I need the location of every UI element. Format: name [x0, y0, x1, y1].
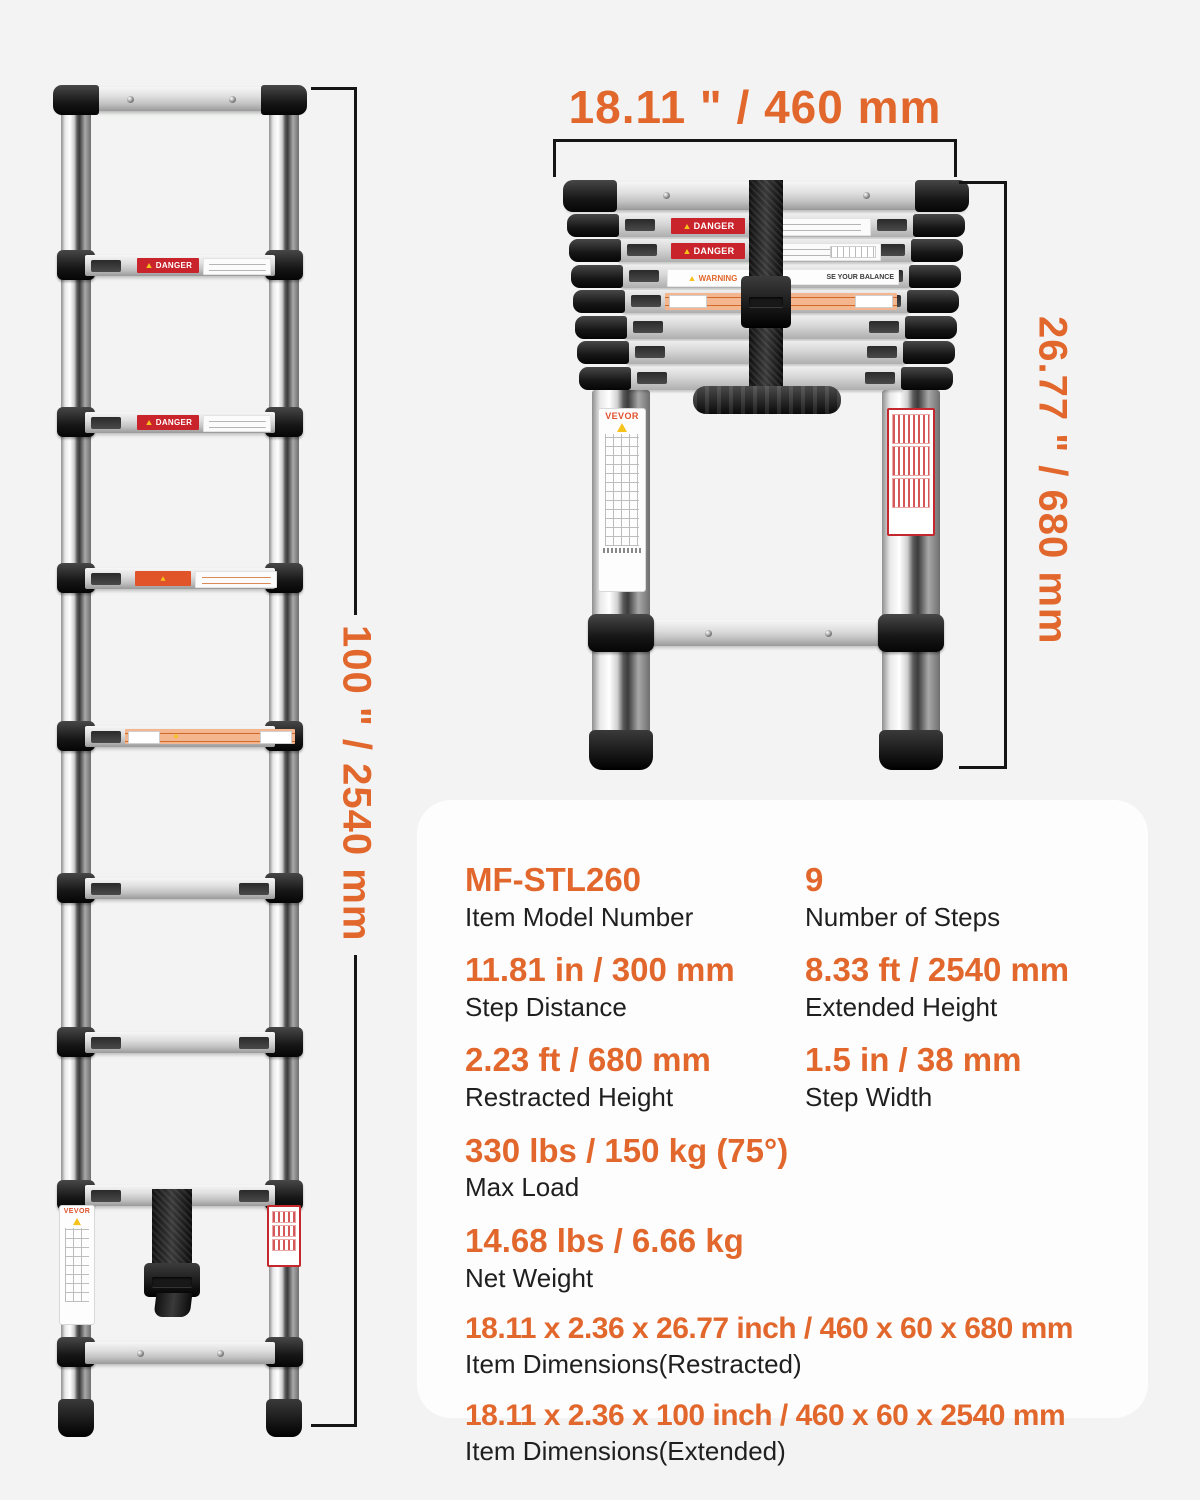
danger-text: DANGER	[155, 261, 193, 270]
ladder-rung	[85, 878, 275, 899]
latch-button	[869, 321, 899, 333]
ladder-rung	[85, 726, 275, 747]
dimension-line	[1004, 181, 1007, 769]
end-cap	[913, 214, 965, 237]
warning-text: WARNING	[698, 273, 738, 283]
danger-sticker	[671, 218, 745, 234]
pictogram-box	[260, 731, 292, 744]
ladder-rung	[85, 255, 275, 276]
spec-value: 18.11 x 2.36 x 26.77 inch / 460 x 60 x 680 mm	[465, 1312, 1073, 1346]
dimension-tick	[311, 1424, 357, 1427]
warning-fine-print	[203, 258, 271, 275]
label-row	[272, 1211, 296, 1223]
end-cap	[907, 290, 959, 313]
dimension-tick	[954, 139, 957, 177]
size-table	[830, 246, 876, 258]
spec-value: 330 lbs / 150 kg (75°)	[465, 1131, 789, 1169]
dimension-tick	[311, 87, 357, 90]
screw-dot	[229, 96, 236, 103]
warning-triangle-icon	[617, 423, 627, 432]
latch-button	[239, 1190, 269, 1202]
label-row	[272, 1225, 296, 1237]
spec-label: Item Dimensions(Extended)	[465, 1436, 786, 1467]
end-cap	[915, 180, 969, 212]
spec-value: 9	[805, 861, 824, 898]
pictogram-box	[855, 295, 893, 308]
strap-buckle	[144, 1263, 200, 1297]
spec-item-net-weight	[465, 1223, 805, 1292]
spec-label: Item Dimensions(Restracted)	[465, 1349, 802, 1380]
warning-sticker	[135, 571, 191, 586]
spec-item-dimensions-extended	[465, 1400, 1120, 1466]
brand-text: VEVOR	[605, 411, 639, 421]
latch-button	[91, 260, 121, 272]
dimension-tick	[959, 181, 1007, 184]
label-row	[892, 446, 930, 476]
ladder-bottom-crossbar	[85, 1342, 275, 1364]
buckle-slot	[749, 297, 783, 307]
latch-button	[625, 219, 655, 231]
latch-button	[627, 244, 657, 256]
balance-text: SE YOUR BALANCE	[826, 273, 894, 281]
screw-dot	[705, 630, 712, 637]
spec-label: Step Width	[805, 1082, 933, 1113]
spec-label: Net Weight	[465, 1262, 594, 1293]
strap-buckle	[741, 276, 791, 328]
danger-sticker	[137, 258, 199, 273]
end-cap	[571, 265, 623, 288]
rubber-foot	[589, 730, 653, 770]
spec-label: Max Load	[465, 1172, 580, 1203]
warning-triangle-icon	[146, 263, 152, 268]
dimension-line	[553, 139, 957, 142]
warning-fine-print	[195, 571, 277, 588]
screw-dot	[863, 192, 870, 199]
end-cap	[577, 341, 629, 364]
spec-item-step-width	[805, 1042, 1120, 1111]
spec-value: 2.23 ft / 680 mm	[465, 1041, 711, 1079]
latch-button	[239, 883, 269, 895]
latch-button	[91, 1190, 121, 1202]
spec-item-step-distance	[465, 952, 805, 1021]
certification-label	[887, 408, 935, 536]
danger-text: DANGER	[693, 246, 735, 256]
latch-button	[637, 372, 667, 384]
strap-tail	[154, 1293, 193, 1317]
latch-button	[631, 295, 661, 307]
screw-dot	[137, 1350, 144, 1357]
warning-triangle-icon	[684, 224, 690, 229]
spec-value: 8.33 ft / 2540 mm	[805, 951, 1070, 989]
latch-button	[877, 219, 907, 231]
collapsed-ladder-illustration	[565, 180, 967, 772]
safety-pictograms	[65, 1228, 89, 1302]
rubber-foot	[58, 1399, 94, 1437]
safety-pictograms	[605, 434, 639, 546]
danger-sticker	[137, 415, 199, 430]
end-cap	[903, 341, 955, 364]
spec-item-max-load	[465, 1133, 805, 1202]
brand-label	[59, 1205, 95, 1325]
crossbar-clamp	[878, 614, 944, 652]
ladder-rung	[85, 568, 275, 589]
ladder-rung	[85, 412, 275, 433]
serial-number-blur	[603, 548, 641, 553]
end-cap	[569, 239, 621, 262]
end-cap	[579, 367, 631, 390]
latch-button	[91, 883, 121, 895]
spec-panel	[417, 800, 1148, 1467]
crossbar-clamp	[588, 614, 654, 652]
end-cap	[567, 214, 619, 237]
latch-button	[865, 372, 895, 384]
screw-dot	[127, 96, 134, 103]
spec-label: Restracted Height	[465, 1082, 674, 1113]
spec-value: 11.81 in / 300 mm	[465, 951, 735, 989]
warning-triangle-icon	[174, 733, 179, 738]
danger-sticker	[671, 243, 745, 259]
label-row	[272, 1239, 296, 1251]
retracted-width-dimension: 18.11 " / 460 mm	[568, 81, 942, 133]
carry-handle	[693, 386, 841, 414]
danger-text: DANGER	[155, 418, 193, 427]
stabilizer-crossbar	[617, 620, 915, 646]
warning-triangle-icon	[684, 249, 690, 254]
extended-ladder-illustration	[55, 85, 305, 1437]
latch-button	[629, 270, 659, 282]
extended-height-dimension: 100 " / 2540 mm	[334, 624, 379, 942]
buckle-slot	[152, 1277, 192, 1287]
rubber-foot	[879, 730, 943, 770]
latch-button	[91, 731, 121, 743]
spec-value: 1.5 in / 38 mm	[805, 1041, 1022, 1079]
spec-label: Number of Steps	[805, 901, 1001, 932]
spec-grid	[465, 862, 1120, 1466]
spec-item-model-number	[465, 862, 805, 931]
screw-dot	[825, 630, 832, 637]
end-cap	[53, 85, 99, 115]
end-cap	[575, 316, 627, 339]
dimension-tick	[959, 766, 1007, 769]
latch-button	[91, 417, 121, 429]
spec-label: Item Model Number	[465, 901, 694, 932]
label-row	[892, 478, 930, 508]
warning-triangle-icon	[146, 420, 152, 425]
warning-triangle-icon	[161, 576, 166, 581]
latch-button	[633, 321, 663, 333]
warning-fine-print	[203, 415, 271, 432]
brand-label	[598, 408, 646, 592]
latch-button	[239, 1037, 269, 1049]
spec-item-dimensions-retracted	[465, 1313, 1120, 1379]
warning-triangle-icon	[689, 276, 695, 281]
dimension-line	[354, 87, 357, 615]
end-cap	[563, 180, 617, 212]
end-cap	[261, 85, 307, 115]
end-cap	[911, 239, 963, 262]
latch-button	[867, 346, 897, 358]
end-cap	[573, 290, 625, 313]
pictogram-sticker	[125, 729, 295, 744]
end-cap	[909, 265, 961, 288]
dimension-tick	[553, 139, 556, 177]
spec-value: 14.68 lbs / 6.66 kg	[465, 1221, 744, 1259]
screw-dot	[663, 192, 670, 199]
spec-item-number-of-steps	[805, 862, 1120, 931]
ladder-rung	[85, 1032, 275, 1053]
pictogram-box	[669, 295, 707, 308]
warning-triangle-icon	[73, 1218, 81, 1225]
certification-label	[267, 1205, 301, 1267]
latch-button	[91, 573, 121, 585]
end-cap	[905, 316, 957, 339]
spec-item-extended-height	[805, 952, 1120, 1021]
rubber-foot	[266, 1399, 302, 1437]
spec-item-retracted-height	[465, 1042, 805, 1111]
screw-dot	[217, 1350, 224, 1357]
label-row	[892, 414, 930, 444]
brand-text: VEVOR	[63, 1208, 91, 1215]
spec-label: Step Distance	[465, 991, 627, 1022]
spec-value: 18.11 x 2.36 x 100 inch / 460 x 60 x 2540 mm	[465, 1399, 1066, 1433]
latch-button	[91, 1037, 121, 1049]
dimension-line	[354, 955, 357, 1427]
end-cap	[901, 367, 953, 390]
danger-text: DANGER	[693, 221, 735, 231]
retracted-height-dimension: 26.77 " / 680 mm	[1030, 315, 1075, 645]
latch-button	[635, 346, 665, 358]
spec-value: MF-STL260	[465, 861, 642, 898]
pictogram-box	[128, 731, 160, 744]
spec-label: Extended Height	[805, 991, 998, 1022]
